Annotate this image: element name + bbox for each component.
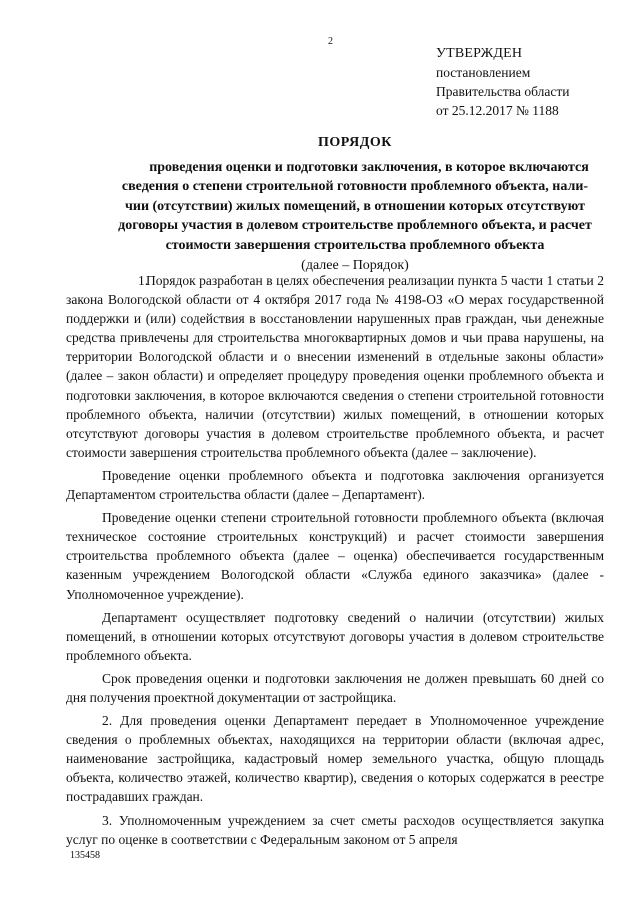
page-number: 2 [328,36,333,47]
title-line: договоры участия в долевом строительстве проблемного объекта, и расчет [118,218,592,233]
approval-line: от 25.12.2017 № 1188 [436,103,559,118]
approval-stamp [436,44,636,120]
title-line: чии (отсутствии) жилых помещений, в отношении которых отсутствуют [124,198,586,214]
footer-code: 135458 [70,850,100,861]
paragraph: 3. Уполномоченным учреждением за счет сметы расходов осуществляется закупка услуг по оценке в соответствии с Федеральным законом от 5 апреля [66,812,604,847]
title-line: стоимости завершения строительства проблемного объекта [165,237,545,253]
paragraph [66,271,604,462]
paragraph: Срок проведения оценки и подготовки заключения не должен превышать 60 дней со дня получения проектной документации от застройщика. [66,670,604,705]
approval-line: постановлением [436,65,531,80]
document-title [60,133,640,276]
paragraph-text: Порядок разработан в целях обеспечения реализации пункта 5 части 1 статьи 2 закона Вологодской области от 4 октября 2017 года № 4198-ОЗ «О мерах государственной поддержки и (или) содействия в восстановлении нарушенных прав граждан, чьи денежные средства привлечены для строительства многоквартирных домов и чьи права нарушены, на территории Вологодской области и о внесении изменений в отдельные законы области» (далее – закон области) и определяет процедуру проведения оценки проблемного объекта и подготовки заключения, в которое включаются сведения о степени строительной готовности проблемного объекта, наличии (отсутствии) жилых помещений, в отношении которых отсутствуют договоры участия в долевом строительстве проблемного объекта, и расчет стоимости завершения строительства проблемного объекта (далее – заключение). [66,273,604,460]
paragraph: 2. Для проведения оценки Департамент передает в Уполномоченное учреждение сведения о проблемных объектах, находящихся на территории области (включая адрес, наименование застройщика, кадастровый номер земельного участка, общую площадь объекта, количество этажей, количество квартир), сведения о которых содержатся в реестре пострадавших граждан. [66,713,604,805]
paragraph: Проведение оценки проблемного объекта и подготовка заключения организуется Департаментом строительства области (далее – Департамент). [66,467,604,503]
document-body [66,271,604,853]
paragraph-number: 1. [138,273,149,288]
title-note: (далее – Порядок) [301,258,409,273]
approval-heading: УТВЕРЖДЕН [436,46,523,61]
paragraph: Департамент осуществляет подготовку сведений о наличии (отсутствии) жилых помещений, в отношении которых отсутствуют договоры участия в долевом строительстве проблемного объекта. [66,609,604,663]
title-line: сведения о степени строительной готовности проблемного объекта, нали- [121,179,589,194]
title-heading: ПОРЯДОК [318,135,392,150]
paragraph: Проведение оценки степени строительной готовности проблемного объекта (включая техническое состояние строительных конструкций) и расчет стоимости завершения строительства проблемного объекта (далее – оценка) обеспечивается государственным казенным учреждением Вологодской области «Служба единого заказчика» (далее - Уполномоченное учреждение). [66,510,604,602]
title-line: проведения оценки и подготовки заключения, в которое включаются [149,159,589,175]
approval-line: Правительства области [436,84,570,99]
